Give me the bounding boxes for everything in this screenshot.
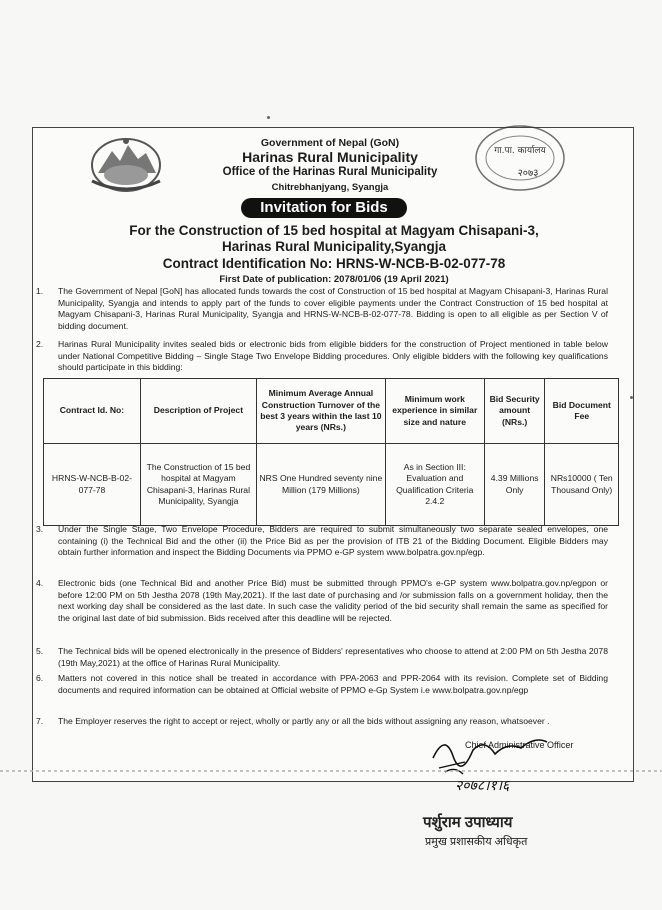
svg-text:२०७८।१।६: २०७८।१।६ bbox=[455, 778, 510, 794]
cell-document-fee: NRs10000 ( Ten Thousand Only) bbox=[545, 444, 619, 526]
paragraph-text: The Employer reserves the right to accept or reject, wholly or partly any or all the bids without assigning any reason, whatsoever . bbox=[58, 716, 550, 726]
paragraph-1 bbox=[36, 286, 608, 334]
office-name: Office of the Harinas Rural Municipality bbox=[222, 166, 438, 178]
signatory-title: Chief Administrative Officer bbox=[465, 740, 574, 750]
paragraph-text: Harinas Rural Municipality invites sealed bids or electronic bids from eligible bidders for the construction of Project mentioned in table below under National Competitive Bidding – Single Stage Two Envelope Bidding procedures. Only eligible bidders with the following key qualifications should participate in this bidding: bbox=[58, 339, 608, 373]
paragraph-6 bbox=[36, 673, 608, 709]
paragraph-number: 4. bbox=[36, 578, 44, 588]
col-turnover: Minimum Average Annual Construction Turnover of the best 3 years within the last 10 years (NRs.) bbox=[256, 379, 385, 444]
table-header-row bbox=[44, 379, 619, 444]
paragraph-number: 3. bbox=[36, 524, 44, 534]
handwritten-signature bbox=[425, 728, 555, 798]
nepal-emblem-icon bbox=[88, 135, 164, 193]
invitation-banner: Invitation for Bids bbox=[241, 198, 407, 218]
cell-description: The Construction of 15 bed hospital at Magyam Chisapani-3, Harinas Rural Municipality, Syangja bbox=[140, 444, 256, 526]
paragraph-number: 1. bbox=[36, 286, 44, 296]
paragraph-2 bbox=[36, 339, 608, 375]
cell-contract-id: HRNS-W-NCB-B-02-077-78 bbox=[44, 444, 141, 526]
paragraph-5 bbox=[36, 646, 608, 670]
svg-text:२०७३: २०७३ bbox=[517, 168, 539, 179]
officer-name-stamp: पर्शुराम उपाध्याय bbox=[423, 814, 513, 831]
project-title-line1: For the Construction of 15 bed hospital at Magyam Chisapani-3, bbox=[129, 223, 539, 238]
table-row bbox=[44, 444, 619, 526]
col-experience: Minimum work experience in similar size and nature bbox=[385, 379, 484, 444]
paragraph-number: 2. bbox=[36, 339, 44, 349]
government-name: Government of Nepal (GoN) bbox=[260, 137, 400, 149]
paragraph-text: Under the Single Stage, Two Envelope Procedure, Bidders are required to submit simultaneously two separate sealed envelopes, one containing (i) the Technical Bid and the other (ii) the Price Bid as per the provision of ITB 21 of the Bidding Document. Eligible Bidders may obtain further information and inspect the Bidding Documents via PPMO e-GP system www.bolpatra.gov.np/egp. bbox=[58, 524, 608, 558]
paragraph-text: Electronic bids (one Technical Bid and another Price Bid) must be submitted through PPMO's e-GP system www.bolpatra.gov.np/egpon or before 12:00 PM on 5th Jestha 2078 (19th May,2021). If the last date of purchasing and /or submission falls on a government holiday, then the next working day shall be considered as the last date. In such case the validity period of the bid security shall remain the same as specified for the original last date of bid submission. Bids received after this deadline will be rejected. bbox=[58, 578, 608, 623]
paragraph-number: 6. bbox=[36, 673, 44, 683]
paragraph-3 bbox=[36, 524, 608, 572]
col-bid-security: Bid Security amount (NRs.) bbox=[484, 379, 545, 444]
paragraph-number: 7. bbox=[36, 716, 44, 726]
official-seal-stamp bbox=[470, 118, 570, 198]
col-contract-id: Contract Id. No: bbox=[44, 379, 141, 444]
cell-turnover: NRS One Hundred seventy nine Million (179 Millions) bbox=[256, 444, 385, 526]
project-title-line2: Harinas Rural Municipality,Syangja bbox=[221, 239, 447, 254]
cell-experience: As in Section III: Evaluation and Qualification Criteria 2.4.2 bbox=[385, 444, 484, 526]
svg-text:गा.पा. कार्यालय: गा.पा. कार्यालय bbox=[494, 146, 546, 156]
paragraph-text: The Government of Nepal [GoN] has allocated funds towards the cost of Construction of 15 bed hospital at Magyam Chisapani-3, Harinas Rural Municipality, Syangja and intends to apply part of the funds to cover eligible payments under the Contract Construction of 15 bed hospital at Magyam Chisapani-3, Harinas Rural Municipality, Syangja and HRNS-W-NCB-B-02-077-78. Bidding is open to all eligible as per Section V of bidding document. bbox=[58, 286, 608, 331]
scan-speck bbox=[630, 396, 633, 399]
paragraph-number: 5. bbox=[36, 646, 44, 656]
col-description: Description of Project bbox=[140, 379, 256, 444]
contract-id-title: Contract Identification No: HRNS-W-NCB-B-02-077-78 bbox=[162, 256, 506, 271]
col-document-fee: Bid Document Fee bbox=[545, 379, 619, 444]
scan-speck bbox=[267, 116, 270, 119]
office-location: Chitrebhanjyang, Syangja bbox=[271, 182, 389, 193]
qualification-table bbox=[43, 378, 619, 526]
publication-date: First Date of publication: 2078/01/06 (19 April 2021) bbox=[219, 274, 449, 285]
paragraph-text: Matters not covered in this notice shall be treated in accordance with PPA-2063 and PPR-2064 with its revision. Complete set of Bidding documents and required information can be obtained at Official website of PPMO e-Gp System i.e www.bolpatra.gov.np/egp bbox=[58, 673, 608, 695]
officer-title-stamp: प्रमुख प्रशासकीय अधिकृत bbox=[425, 836, 528, 848]
scan-noise-line bbox=[0, 770, 662, 772]
paragraph-4 bbox=[36, 578, 608, 644]
municipality-name: Harinas Rural Municipality bbox=[242, 149, 418, 165]
cell-bid-security: 4.39 Millions Only bbox=[484, 444, 545, 526]
paragraph-text: The Technical bids will be opened electronically in the presence of Bidders' representatives who choose to attend at 2:00 PM on 5th Jestha 2078 (19th May,2021) at the office of Harinas Rural Municipality. bbox=[58, 646, 608, 668]
